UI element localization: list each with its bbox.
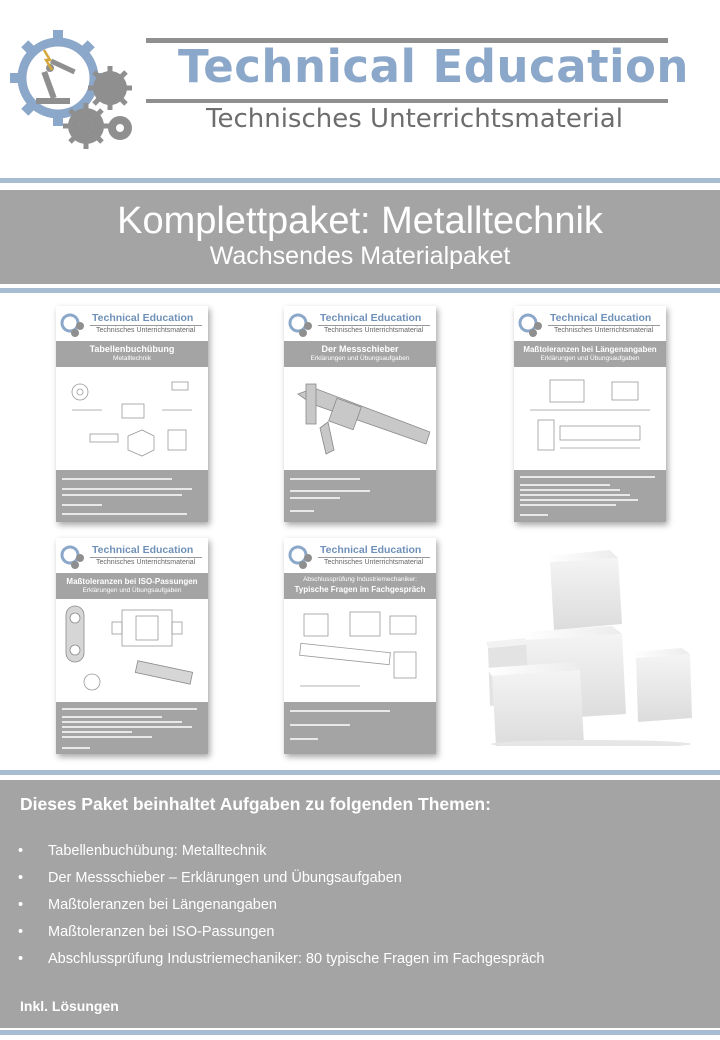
gear-robot-arm-icon [517, 310, 545, 338]
cover-brand-rule [90, 325, 202, 326]
cover-subtitle: Erklärungen und Übungsaufgaben [82, 587, 182, 594]
gear-robot-arm-icon [6, 16, 146, 156]
divider-stripe [0, 288, 720, 293]
cover-footer [284, 470, 436, 522]
header [0, 0, 720, 178]
cover-brand-rule [90, 557, 202, 558]
cover-brand: Technical Education [320, 544, 422, 556]
cover-brand-subtitle: Technisches Unterrichtsmaterial [324, 327, 424, 334]
topic-label: Tabellenbuchübung: Metalltechnik [48, 843, 267, 859]
cover-subtitle: Abschlussprüfung Industriemechaniker: [303, 576, 417, 583]
cover-brand-subtitle: Technisches Unterrichtsmaterial [324, 559, 424, 566]
topic-label: Maßtoleranzen bei Längenangaben [48, 897, 277, 913]
list-item [18, 838, 544, 865]
caliper-image [290, 370, 430, 470]
technical-drawing-image [290, 602, 430, 702]
cover-brand-subtitle: Technisches Unterrichtsmaterial [554, 327, 654, 334]
cover-subtitle: Erklärungen und Übungsaufgaben [310, 355, 410, 362]
cubes-illustration [486, 546, 696, 746]
topic-label: Der Messschieber – Erklärungen und Übungsaufgaben [48, 870, 402, 886]
cover-footer [56, 702, 208, 754]
cover-brand: Technical Education [92, 544, 194, 556]
cover-title-band [284, 341, 436, 367]
brand-title: Technical Education [178, 40, 689, 93]
iso-fit-drawing-image [62, 602, 202, 702]
technical-drawing-image [520, 370, 660, 470]
gear-robot-arm-icon [287, 310, 315, 338]
list-item [18, 919, 544, 946]
topics-heading: Dieses Paket beinhaltet Aufgaben zu folgenden Themen: [20, 794, 491, 814]
divider-stripe [0, 770, 720, 775]
cover-masstoleranzen-iso [56, 538, 208, 754]
cover-title-band [56, 341, 208, 367]
bullet-icon: • [18, 897, 24, 913]
page-subtitle: Wachsendes Materialpaket [209, 242, 511, 270]
cover-title-band [514, 341, 666, 367]
cover-tabellenbuchuebung [56, 306, 208, 522]
divider-stripe [0, 178, 720, 183]
cover-brand-rule [318, 557, 430, 558]
cover-masstoleranzen-laengen [514, 306, 666, 522]
divider-stripe [0, 1030, 720, 1035]
bullet-icon: • [18, 924, 24, 940]
cover-brand-subtitle: Technisches Unterrichtsmaterial [96, 559, 196, 566]
cover-footer [514, 470, 666, 522]
cover-footer [56, 470, 208, 522]
title-band [0, 190, 720, 284]
cover-title: Der Messschieber [321, 344, 399, 354]
cover-brand: Technical Education [320, 312, 422, 324]
list-item [18, 892, 544, 919]
cover-brand-subtitle: Technisches Unterrichtsmaterial [96, 327, 196, 334]
cover-title: Typische Fragen im Fachgespräch [294, 585, 426, 594]
cover-subtitle: Metalltechnik [113, 355, 151, 362]
cover-gallery [0, 296, 720, 768]
cover-title: Maßtoleranzen bei ISO-Passungen [66, 577, 198, 586]
bullet-icon: • [18, 843, 24, 859]
list-item [18, 946, 544, 973]
cover-brand-rule [318, 325, 430, 326]
topic-label: Abschlussprüfung Industriemechaniker: 80 typische Fragen im Fachgespräch [48, 951, 545, 967]
bullet-icon: • [18, 870, 24, 886]
topics-panel [0, 780, 720, 1028]
cover-title-band [284, 573, 436, 599]
gear-robot-arm-icon [59, 310, 87, 338]
cover-fachgespraech [284, 538, 436, 754]
topics-list [18, 838, 544, 973]
bullet-icon: • [18, 951, 24, 967]
page-title: Komplettpaket: Metalltechnik [117, 200, 603, 242]
brand-subtitle: Technisches Unterrichtsmaterial [206, 104, 623, 134]
cover-footer [284, 702, 436, 754]
cover-subtitle: Erklärungen und Übungsaufgaben [540, 355, 640, 362]
cover-messschieber [284, 306, 436, 522]
brand-rule-middle [146, 99, 668, 103]
cover-brand: Technical Education [92, 312, 194, 324]
gear-robot-arm-icon [287, 542, 315, 570]
list-item [18, 865, 544, 892]
cover-title: Maßtoleranzen bei Längenangaben [523, 345, 657, 354]
cover-brand-rule [548, 325, 660, 326]
cover-title-band [56, 573, 208, 599]
topic-label: Maßtoleranzen bei ISO-Passungen [48, 924, 275, 940]
cover-title: Tabellenbuchübung [89, 344, 175, 354]
solutions-note: Inkl. Lösungen [20, 998, 119, 1014]
cover-brand: Technical Education [550, 312, 652, 324]
technical-drawing-image [62, 370, 202, 470]
gear-robot-arm-icon [59, 542, 87, 570]
